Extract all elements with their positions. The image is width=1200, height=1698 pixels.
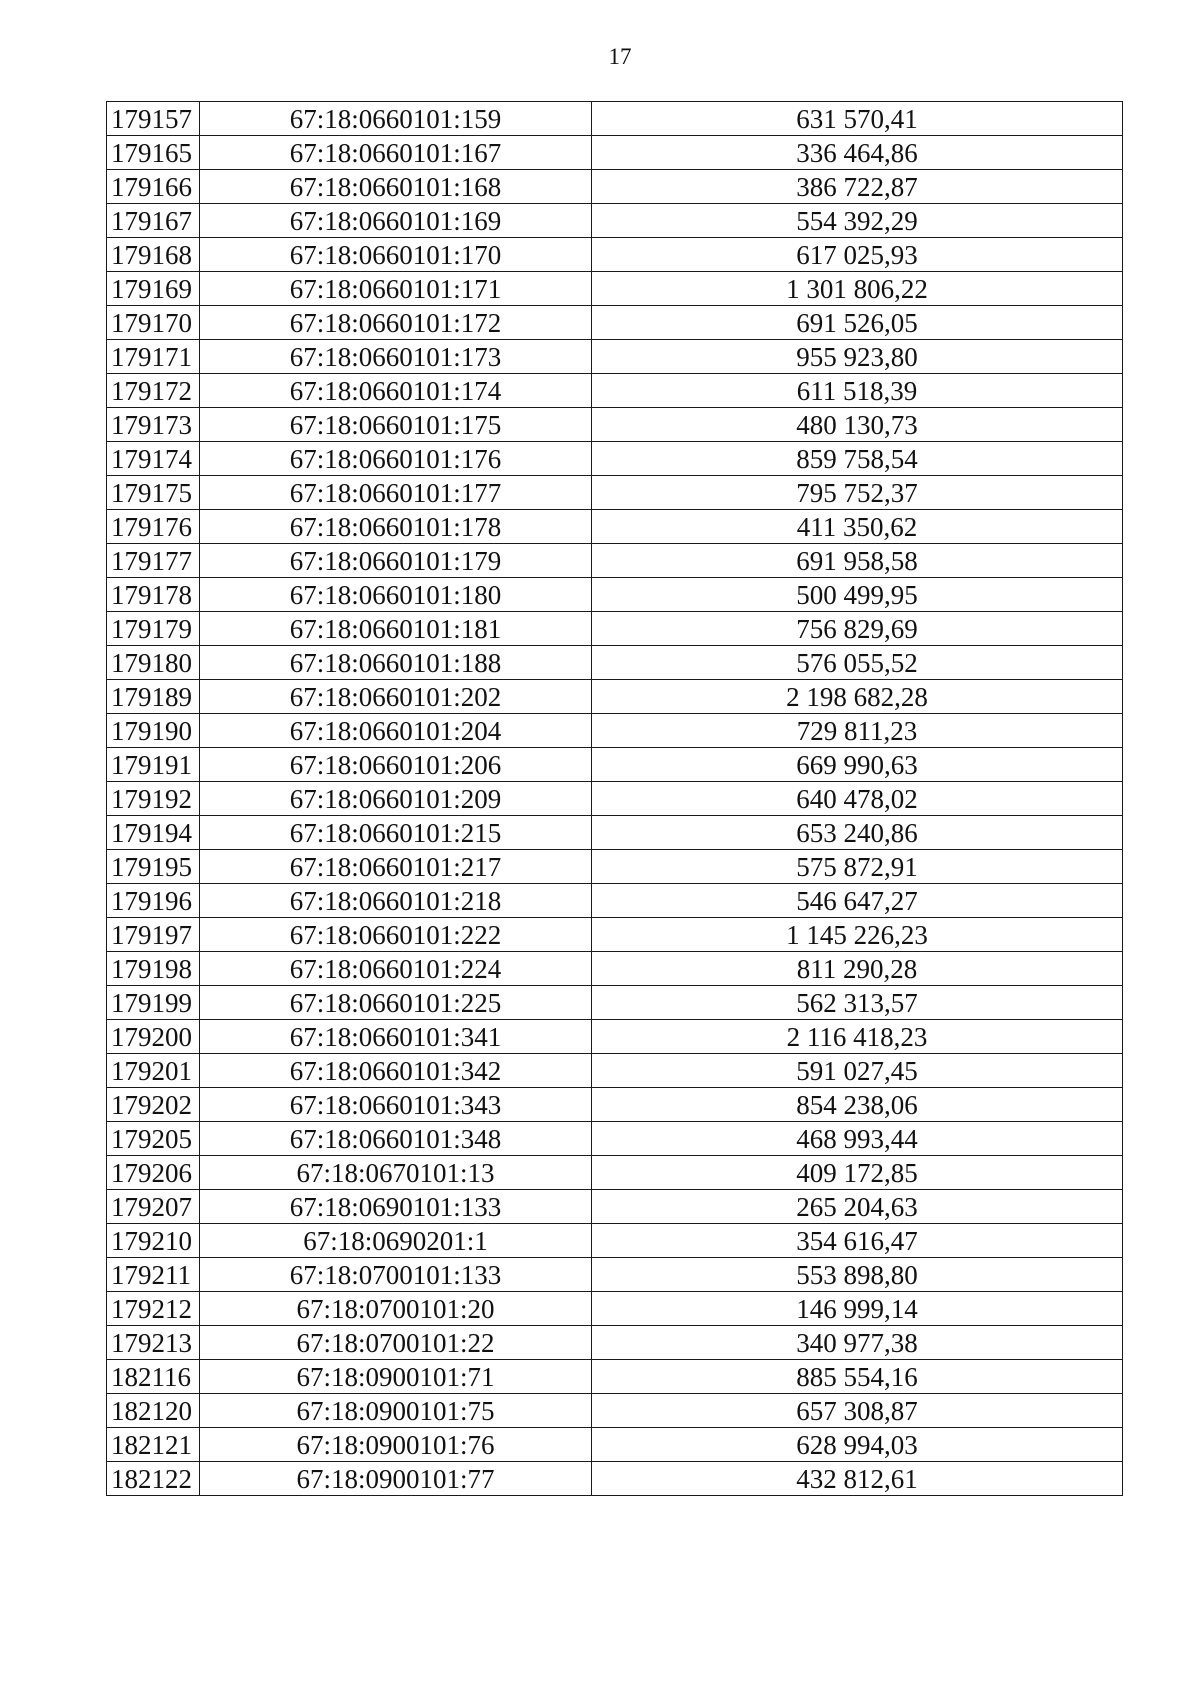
cadastral-number-cell: 67:18:0660101:209 — [200, 782, 592, 816]
row-number-cell: 179211 — [107, 1258, 200, 1292]
cadastral-value-cell: 554 392,29 — [592, 204, 1123, 238]
table-row — [107, 340, 1123, 374]
cadastral-number-cell: 67:18:0660101:175 — [200, 408, 592, 442]
cadastral-value-cell: 657 308,87 — [592, 1394, 1123, 1428]
cadastral-number-cell: 67:18:0660101:224 — [200, 952, 592, 986]
table-row — [107, 1394, 1123, 1428]
cadastral-number-cell: 67:18:0660101:206 — [200, 748, 592, 782]
cadastral-number-cell: 67:18:0660101:342 — [200, 1054, 592, 1088]
cadastral-number-cell: 67:18:0660101:178 — [200, 510, 592, 544]
cadastral-number-cell: 67:18:0660101:176 — [200, 442, 592, 476]
cadastral-number-cell: 67:18:0690201:1 — [200, 1224, 592, 1258]
cadastral-value-cell: 640 478,02 — [592, 782, 1123, 816]
row-number-cell: 179179 — [107, 612, 200, 646]
cadastral-value-cell: 468 993,44 — [592, 1122, 1123, 1156]
row-number-cell: 182120 — [107, 1394, 200, 1428]
cadastral-value-cell: 562 313,57 — [592, 986, 1123, 1020]
row-number-cell: 179191 — [107, 748, 200, 782]
table-row — [107, 884, 1123, 918]
cadastral-value-cell: 480 130,73 — [592, 408, 1123, 442]
cadastral-number-cell: 67:18:0660101:204 — [200, 714, 592, 748]
row-number-cell: 179196 — [107, 884, 200, 918]
table-row — [107, 816, 1123, 850]
cadastral-value-cell: 1 301 806,22 — [592, 272, 1123, 306]
cadastral-value-cell: 591 027,45 — [592, 1054, 1123, 1088]
table-row — [107, 850, 1123, 884]
row-number-cell: 179207 — [107, 1190, 200, 1224]
cadastral-value-cell: 432 812,61 — [592, 1462, 1123, 1496]
row-number-cell: 179192 — [107, 782, 200, 816]
cadastral-value-cell: 409 172,85 — [592, 1156, 1123, 1190]
cadastral-number-cell: 67:18:0660101:218 — [200, 884, 592, 918]
cadastral-value-table — [106, 101, 1123, 1496]
cadastral-number-cell: 67:18:0660101:343 — [200, 1088, 592, 1122]
cadastral-number-cell: 67:18:0700101:20 — [200, 1292, 592, 1326]
row-number-cell: 179175 — [107, 476, 200, 510]
row-number-cell: 179174 — [107, 442, 200, 476]
table-row — [107, 1054, 1123, 1088]
cadastral-number-cell: 67:18:0660101:172 — [200, 306, 592, 340]
cadastral-number-cell: 67:18:0660101:167 — [200, 136, 592, 170]
row-number-cell: 179212 — [107, 1292, 200, 1326]
cadastral-value-cell: 576 055,52 — [592, 646, 1123, 680]
cadastral-value-cell: 631 570,41 — [592, 102, 1123, 136]
table-row — [107, 170, 1123, 204]
cadastral-number-cell: 67:18:0660101:168 — [200, 170, 592, 204]
cadastral-number-cell: 67:18:0660101:202 — [200, 680, 592, 714]
cadastral-value-cell: 411 350,62 — [592, 510, 1123, 544]
row-number-cell: 179173 — [107, 408, 200, 442]
row-number-cell: 182122 — [107, 1462, 200, 1496]
table-row — [107, 782, 1123, 816]
row-number-cell: 179178 — [107, 578, 200, 612]
row-number-cell: 179195 — [107, 850, 200, 884]
cadastral-value-cell: 628 994,03 — [592, 1428, 1123, 1462]
table-row — [107, 408, 1123, 442]
cadastral-value-cell: 2 116 418,23 — [592, 1020, 1123, 1054]
row-number-cell: 179197 — [107, 918, 200, 952]
table-row — [107, 952, 1123, 986]
table-row — [107, 204, 1123, 238]
cadastral-value-cell: 354 616,47 — [592, 1224, 1123, 1258]
cadastral-number-cell: 67:18:0660101:217 — [200, 850, 592, 884]
cadastral-number-cell: 67:18:0660101:173 — [200, 340, 592, 374]
row-number-cell: 179180 — [107, 646, 200, 680]
cadastral-value-cell: 653 240,86 — [592, 816, 1123, 850]
cadastral-number-cell: 67:18:0660101:179 — [200, 544, 592, 578]
cadastral-value-cell: 691 526,05 — [592, 306, 1123, 340]
table-row — [107, 680, 1123, 714]
cadastral-value-cell: 795 752,37 — [592, 476, 1123, 510]
cadastral-value-cell: 546 647,27 — [592, 884, 1123, 918]
cadastral-value-cell: 617 025,93 — [592, 238, 1123, 272]
table-row — [107, 1190, 1123, 1224]
row-number-cell: 179177 — [107, 544, 200, 578]
cadastral-value-cell: 336 464,86 — [592, 136, 1123, 170]
table-row — [107, 1156, 1123, 1190]
cadastral-number-cell: 67:18:0670101:13 — [200, 1156, 592, 1190]
table-row — [107, 1258, 1123, 1292]
cadastral-value-cell: 146 999,14 — [592, 1292, 1123, 1326]
row-number-cell: 179157 — [107, 102, 200, 136]
cadastral-number-cell: 67:18:0700101:22 — [200, 1326, 592, 1360]
row-number-cell: 179205 — [107, 1122, 200, 1156]
table-row — [107, 918, 1123, 952]
table-row — [107, 136, 1123, 170]
table-row — [107, 306, 1123, 340]
table-row — [107, 646, 1123, 680]
cadastral-value-cell: 955 923,80 — [592, 340, 1123, 374]
table-row — [107, 986, 1123, 1020]
cadastral-value-cell: 575 872,91 — [592, 850, 1123, 884]
table-row — [107, 1428, 1123, 1462]
cadastral-value-cell: 811 290,28 — [592, 952, 1123, 986]
table-row — [107, 714, 1123, 748]
cadastral-number-cell: 67:18:0660101:177 — [200, 476, 592, 510]
table-row — [107, 1360, 1123, 1394]
cadastral-value-cell: 340 977,38 — [592, 1326, 1123, 1360]
table-row — [107, 102, 1123, 136]
cadastral-value-cell: 669 990,63 — [592, 748, 1123, 782]
cadastral-value-cell: 859 758,54 — [592, 442, 1123, 476]
cadastral-number-cell: 67:18:0660101:225 — [200, 986, 592, 1020]
cadastral-number-cell: 67:18:0660101:169 — [200, 204, 592, 238]
cadastral-number-cell: 67:18:0660101:215 — [200, 816, 592, 850]
table-row — [107, 238, 1123, 272]
cadastral-value-cell: 729 811,23 — [592, 714, 1123, 748]
row-number-cell: 179165 — [107, 136, 200, 170]
cadastral-value-cell: 854 238,06 — [592, 1088, 1123, 1122]
cadastral-number-cell: 67:18:0660101:188 — [200, 646, 592, 680]
table-row — [107, 1292, 1123, 1326]
cadastral-number-cell: 67:18:0900101:76 — [200, 1428, 592, 1462]
row-number-cell: 179201 — [107, 1054, 200, 1088]
cadastral-number-cell: 67:18:0660101:174 — [200, 374, 592, 408]
table-row — [107, 1088, 1123, 1122]
cadastral-value-cell: 553 898,80 — [592, 1258, 1123, 1292]
row-number-cell: 179206 — [107, 1156, 200, 1190]
row-number-cell: 179169 — [107, 272, 200, 306]
page-number: 17 — [608, 44, 632, 69]
row-number-cell: 179189 — [107, 680, 200, 714]
table-row — [107, 544, 1123, 578]
row-number-cell: 179213 — [107, 1326, 200, 1360]
cadastral-value-cell: 386 722,87 — [592, 170, 1123, 204]
cadastral-value-cell: 265 204,63 — [592, 1190, 1123, 1224]
row-number-cell: 182121 — [107, 1428, 200, 1462]
row-number-cell: 182116 — [107, 1360, 200, 1394]
cadastral-value-cell: 2 198 682,28 — [592, 680, 1123, 714]
cadastral-value-cell: 1 145 226,23 — [592, 918, 1123, 952]
row-number-cell: 179170 — [107, 306, 200, 340]
table-row — [107, 748, 1123, 782]
table-row — [107, 1462, 1123, 1496]
table-row — [107, 612, 1123, 646]
cadastral-value-cell: 500 499,95 — [592, 578, 1123, 612]
row-number-cell: 179199 — [107, 986, 200, 1020]
cadastral-value-cell: 756 829,69 — [592, 612, 1123, 646]
cadastral-value-cell: 611 518,39 — [592, 374, 1123, 408]
row-number-cell: 179172 — [107, 374, 200, 408]
row-number-cell: 179194 — [107, 816, 200, 850]
table-body — [107, 102, 1123, 1496]
row-number-cell: 179176 — [107, 510, 200, 544]
table-row — [107, 1224, 1123, 1258]
cadastral-number-cell: 67:18:0660101:348 — [200, 1122, 592, 1156]
cadastral-value-cell: 691 958,58 — [592, 544, 1123, 578]
cadastral-number-cell: 67:18:0690101:133 — [200, 1190, 592, 1224]
cadastral-number-cell: 67:18:0660101:341 — [200, 1020, 592, 1054]
cadastral-number-cell: 67:18:0660101:159 — [200, 102, 592, 136]
table-row — [107, 476, 1123, 510]
row-number-cell: 179167 — [107, 204, 200, 238]
row-number-cell: 179171 — [107, 340, 200, 374]
row-number-cell: 179210 — [107, 1224, 200, 1258]
row-number-cell: 179200 — [107, 1020, 200, 1054]
cadastral-number-cell: 67:18:0660101:180 — [200, 578, 592, 612]
table-row — [107, 442, 1123, 476]
cadastral-value-cell: 885 554,16 — [592, 1360, 1123, 1394]
row-number-cell: 179190 — [107, 714, 200, 748]
table-row — [107, 510, 1123, 544]
table-row — [107, 272, 1123, 306]
table-row — [107, 1326, 1123, 1360]
cadastral-number-cell: 67:18:0900101:77 — [200, 1462, 592, 1496]
row-number-cell: 179202 — [107, 1088, 200, 1122]
cadastral-number-cell: 67:18:0660101:181 — [200, 612, 592, 646]
table-row — [107, 1122, 1123, 1156]
cadastral-number-cell: 67:18:0660101:170 — [200, 238, 592, 272]
cadastral-number-cell: 67:18:0660101:171 — [200, 272, 592, 306]
table-row — [107, 1020, 1123, 1054]
table-row — [107, 578, 1123, 612]
row-number-cell: 179166 — [107, 170, 200, 204]
cadastral-number-cell: 67:18:0900101:75 — [200, 1394, 592, 1428]
row-number-cell: 179168 — [107, 238, 200, 272]
table-row — [107, 374, 1123, 408]
row-number-cell: 179198 — [107, 952, 200, 986]
cadastral-number-cell: 67:18:0900101:71 — [200, 1360, 592, 1394]
cadastral-number-cell: 67:18:0660101:222 — [200, 918, 592, 952]
cadastral-number-cell: 67:18:0700101:133 — [200, 1258, 592, 1292]
